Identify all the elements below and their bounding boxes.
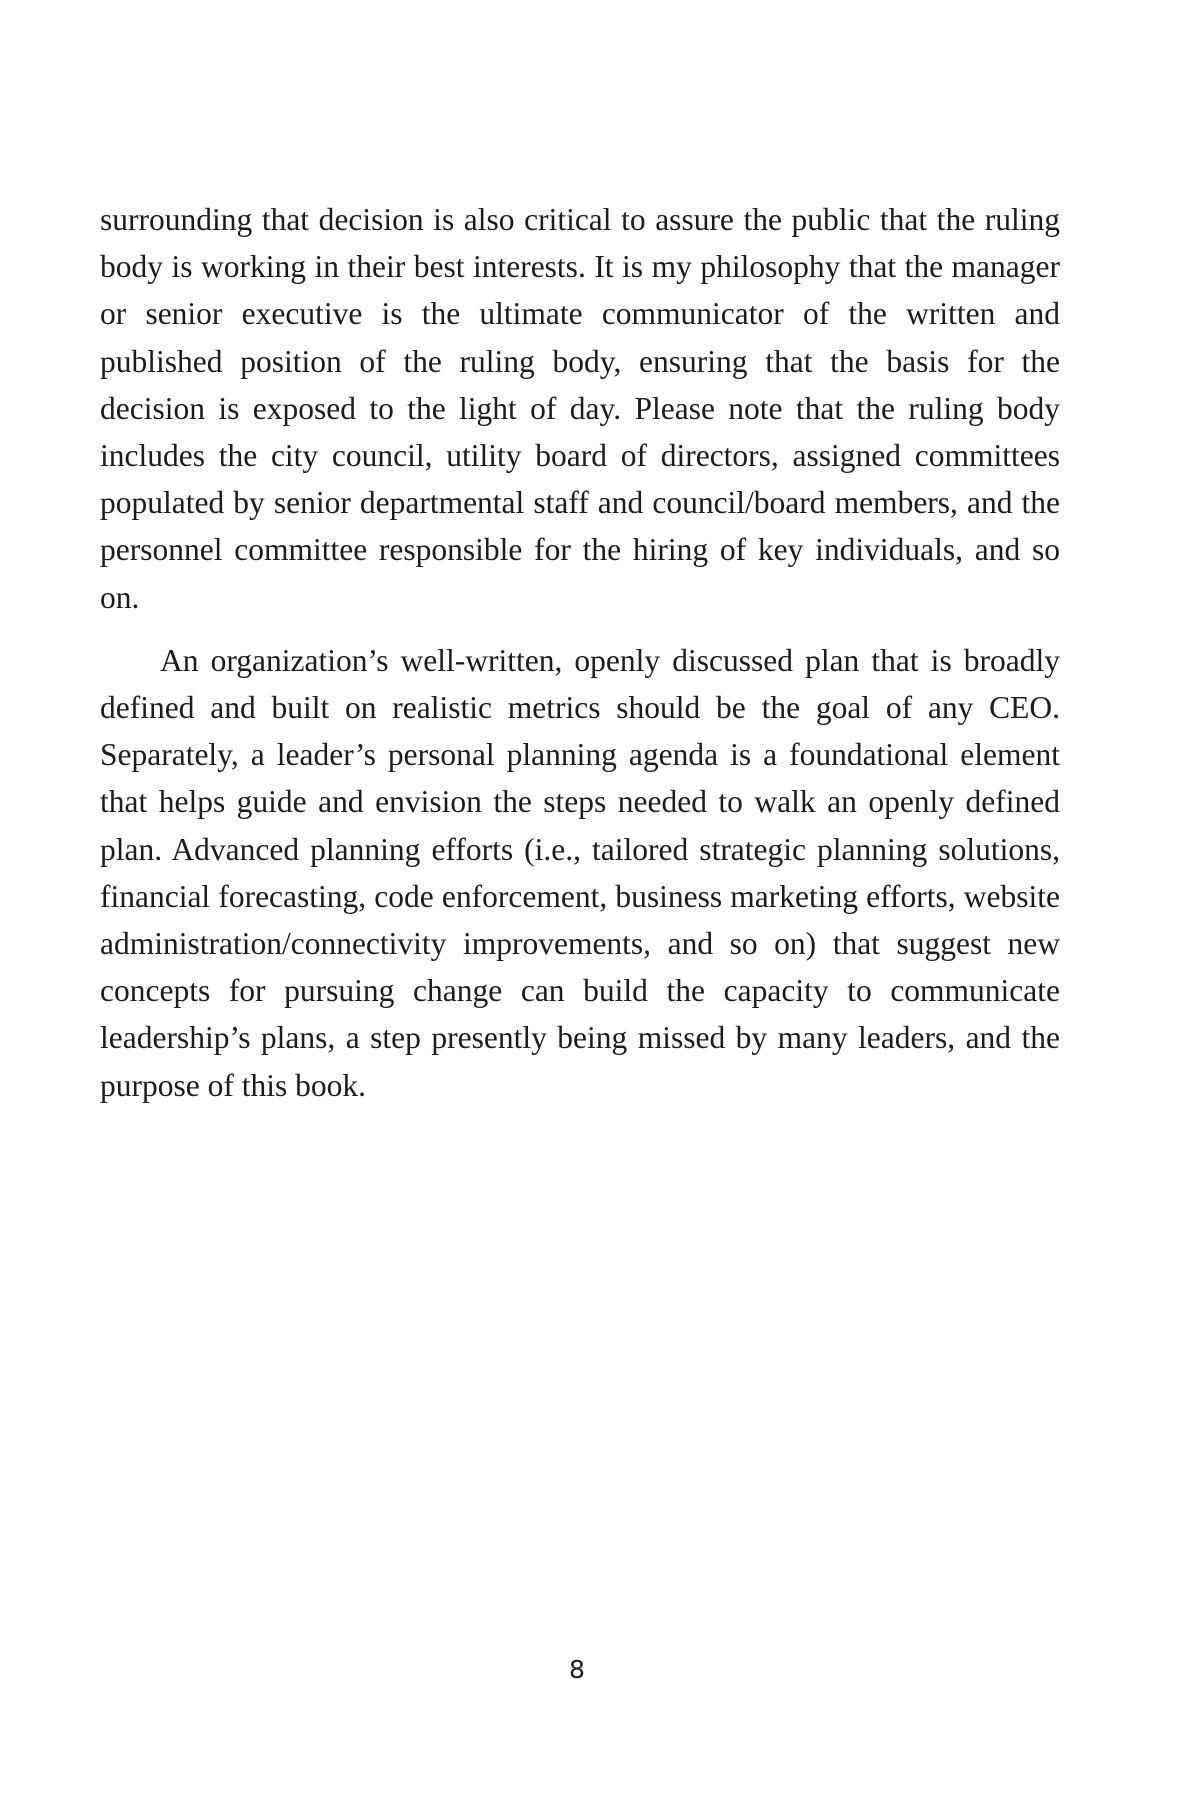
body-text: [100, 196, 1060, 1109]
page-number: 8: [569, 1655, 585, 1684]
paragraph-1: surrounding that decision is also critical to assure the public that the ruling body is working in their best interests. It is my philosophy that the manager or senior executive is the ultimate communicator of the written and published position of the ruling body, ensuring that the basis for the decision is exposed to the light of day. Please note that the ruling body includes the city council, utility board of directors, assigned committees populated by senior departmental staff and council/board members, and the personnel committee responsible for the hiring of key individuals, and so on.: [100, 202, 1060, 615]
paragraph-2: An organization’s well-written, openly discussed plan that is broadly defined and built on realistic metrics should be the goal of any CEO. Separately, a leader’s personal planning agenda is a foundational element that helps guide and envision the steps needed to walk an openly defined plan. Advanced planning efforts (i.e., tailored strategic planning solutions, financial forecasting, code enforcement, business marketing efforts, website administration/connectivity improvements, and so on) that suggest new concepts for pursuing change can build the capacity to communicate leadership’s plans, a step presently being missed by many leaders, and the purpose of this book.: [100, 642, 1060, 1103]
